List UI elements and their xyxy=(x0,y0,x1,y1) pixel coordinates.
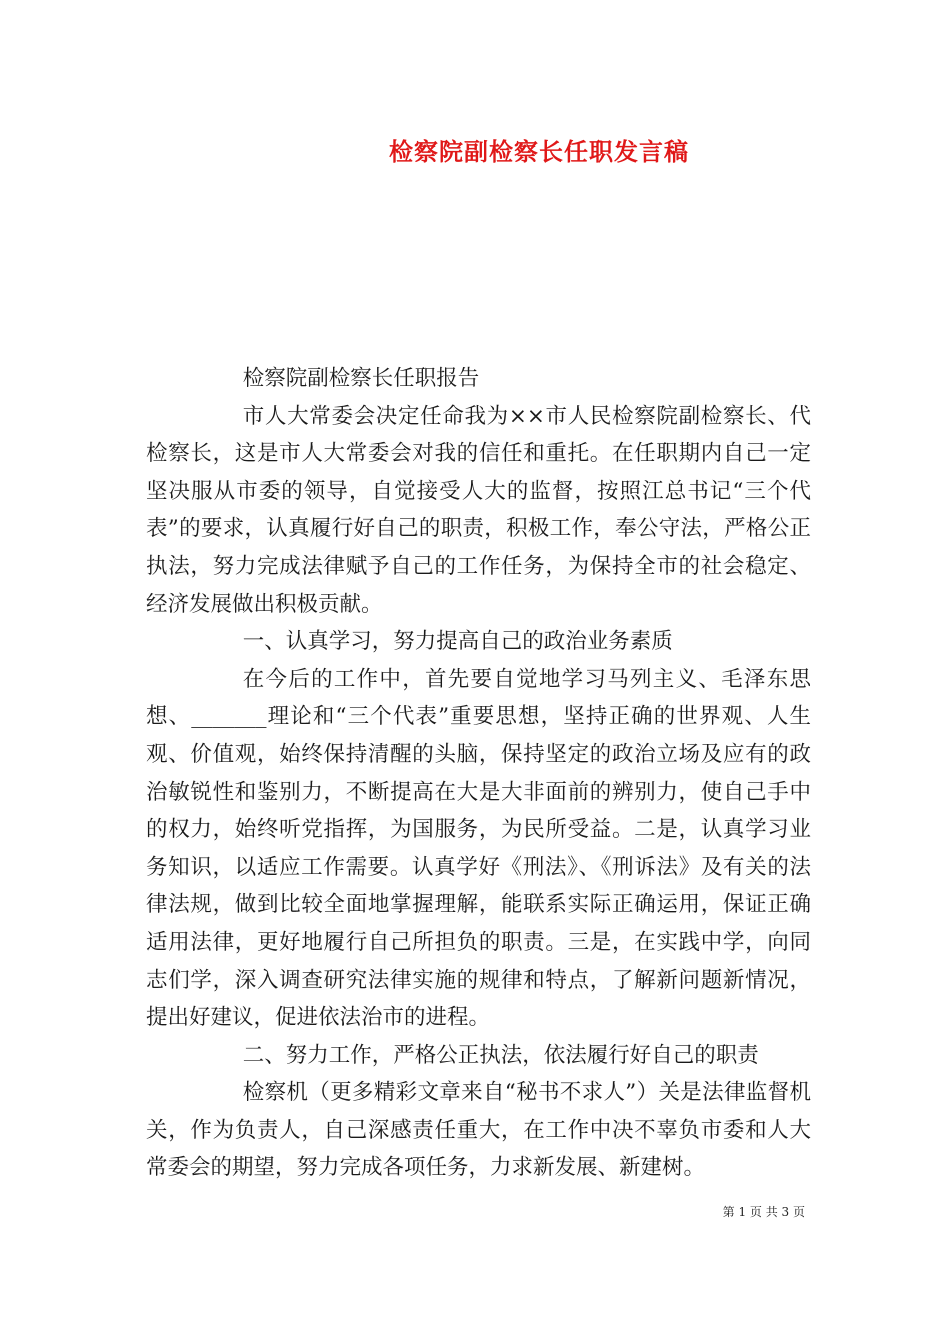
paragraph-study: 在今后的工作中，首先要自觉地学习马列主义、毛泽东思想、_______理论和“三个代表”重要思想，坚持正确的世界观、人生观、价值观，始终保持清醒的头脑，保持坚定的政治立场及应有的政治敏锐性和鉴别力，不断提高在大是大非面前的辨别力，使自己手中的权力，始终听党指挥，为国服务，为民所受益。二是，认真学习业务知识，以适应工作需要。认真学好《刑法》、《刑诉法》及有关的法律法规，做到比较全面地掌握理解，能联系实际正确运用，保证正确适用法律，更好地履行自己所担负的职责。三是，在实践中学，向同志们学，深入调查研究法律实施的规律和特点，了解新问题新情况，提出好建议，促进依法治市的进程。 xyxy=(146,666,811,1031)
document-title: 检察院副检察长任职发言稿 xyxy=(389,137,689,166)
section-heading-2: 二、努力工作，严格公正执法，依法履行好自己的职责 xyxy=(242,1042,759,1068)
document-body xyxy=(146,360,811,1187)
paragraph-appointment: 市人大常委会决定任命我为××市人民检察院副检察长、代检察长，这是市人大常委会对我的信任和重托。在任职期内自己一定坚决服从市委的领导，自觉接受人大的监督，按照江总书记“三个代表”的要求，认真履行好自己的职责，积极工作，奉公守法，严格公正执法，努力完成法律赋予自己的工作任务，为保持全市的社会稳定、经济发展做出积极贡献。 xyxy=(146,403,811,617)
page-number: 第 1 页 共 3 页 xyxy=(722,1205,805,1219)
section-heading-1: 一、认真学习，努力提高自己的政治业务素质 xyxy=(242,629,673,655)
paragraph-work: 检察机（更多精彩文章来自“秘书不求人”）关是法律监督机关，作为负责人，自己深感责任重大，在工作中决不辜负市委和人大常委会的期望，努力完成各项任务，力求新发展、新建树。 xyxy=(146,1080,811,1181)
report-heading: 检察院副检察长任职报告 xyxy=(242,366,480,391)
